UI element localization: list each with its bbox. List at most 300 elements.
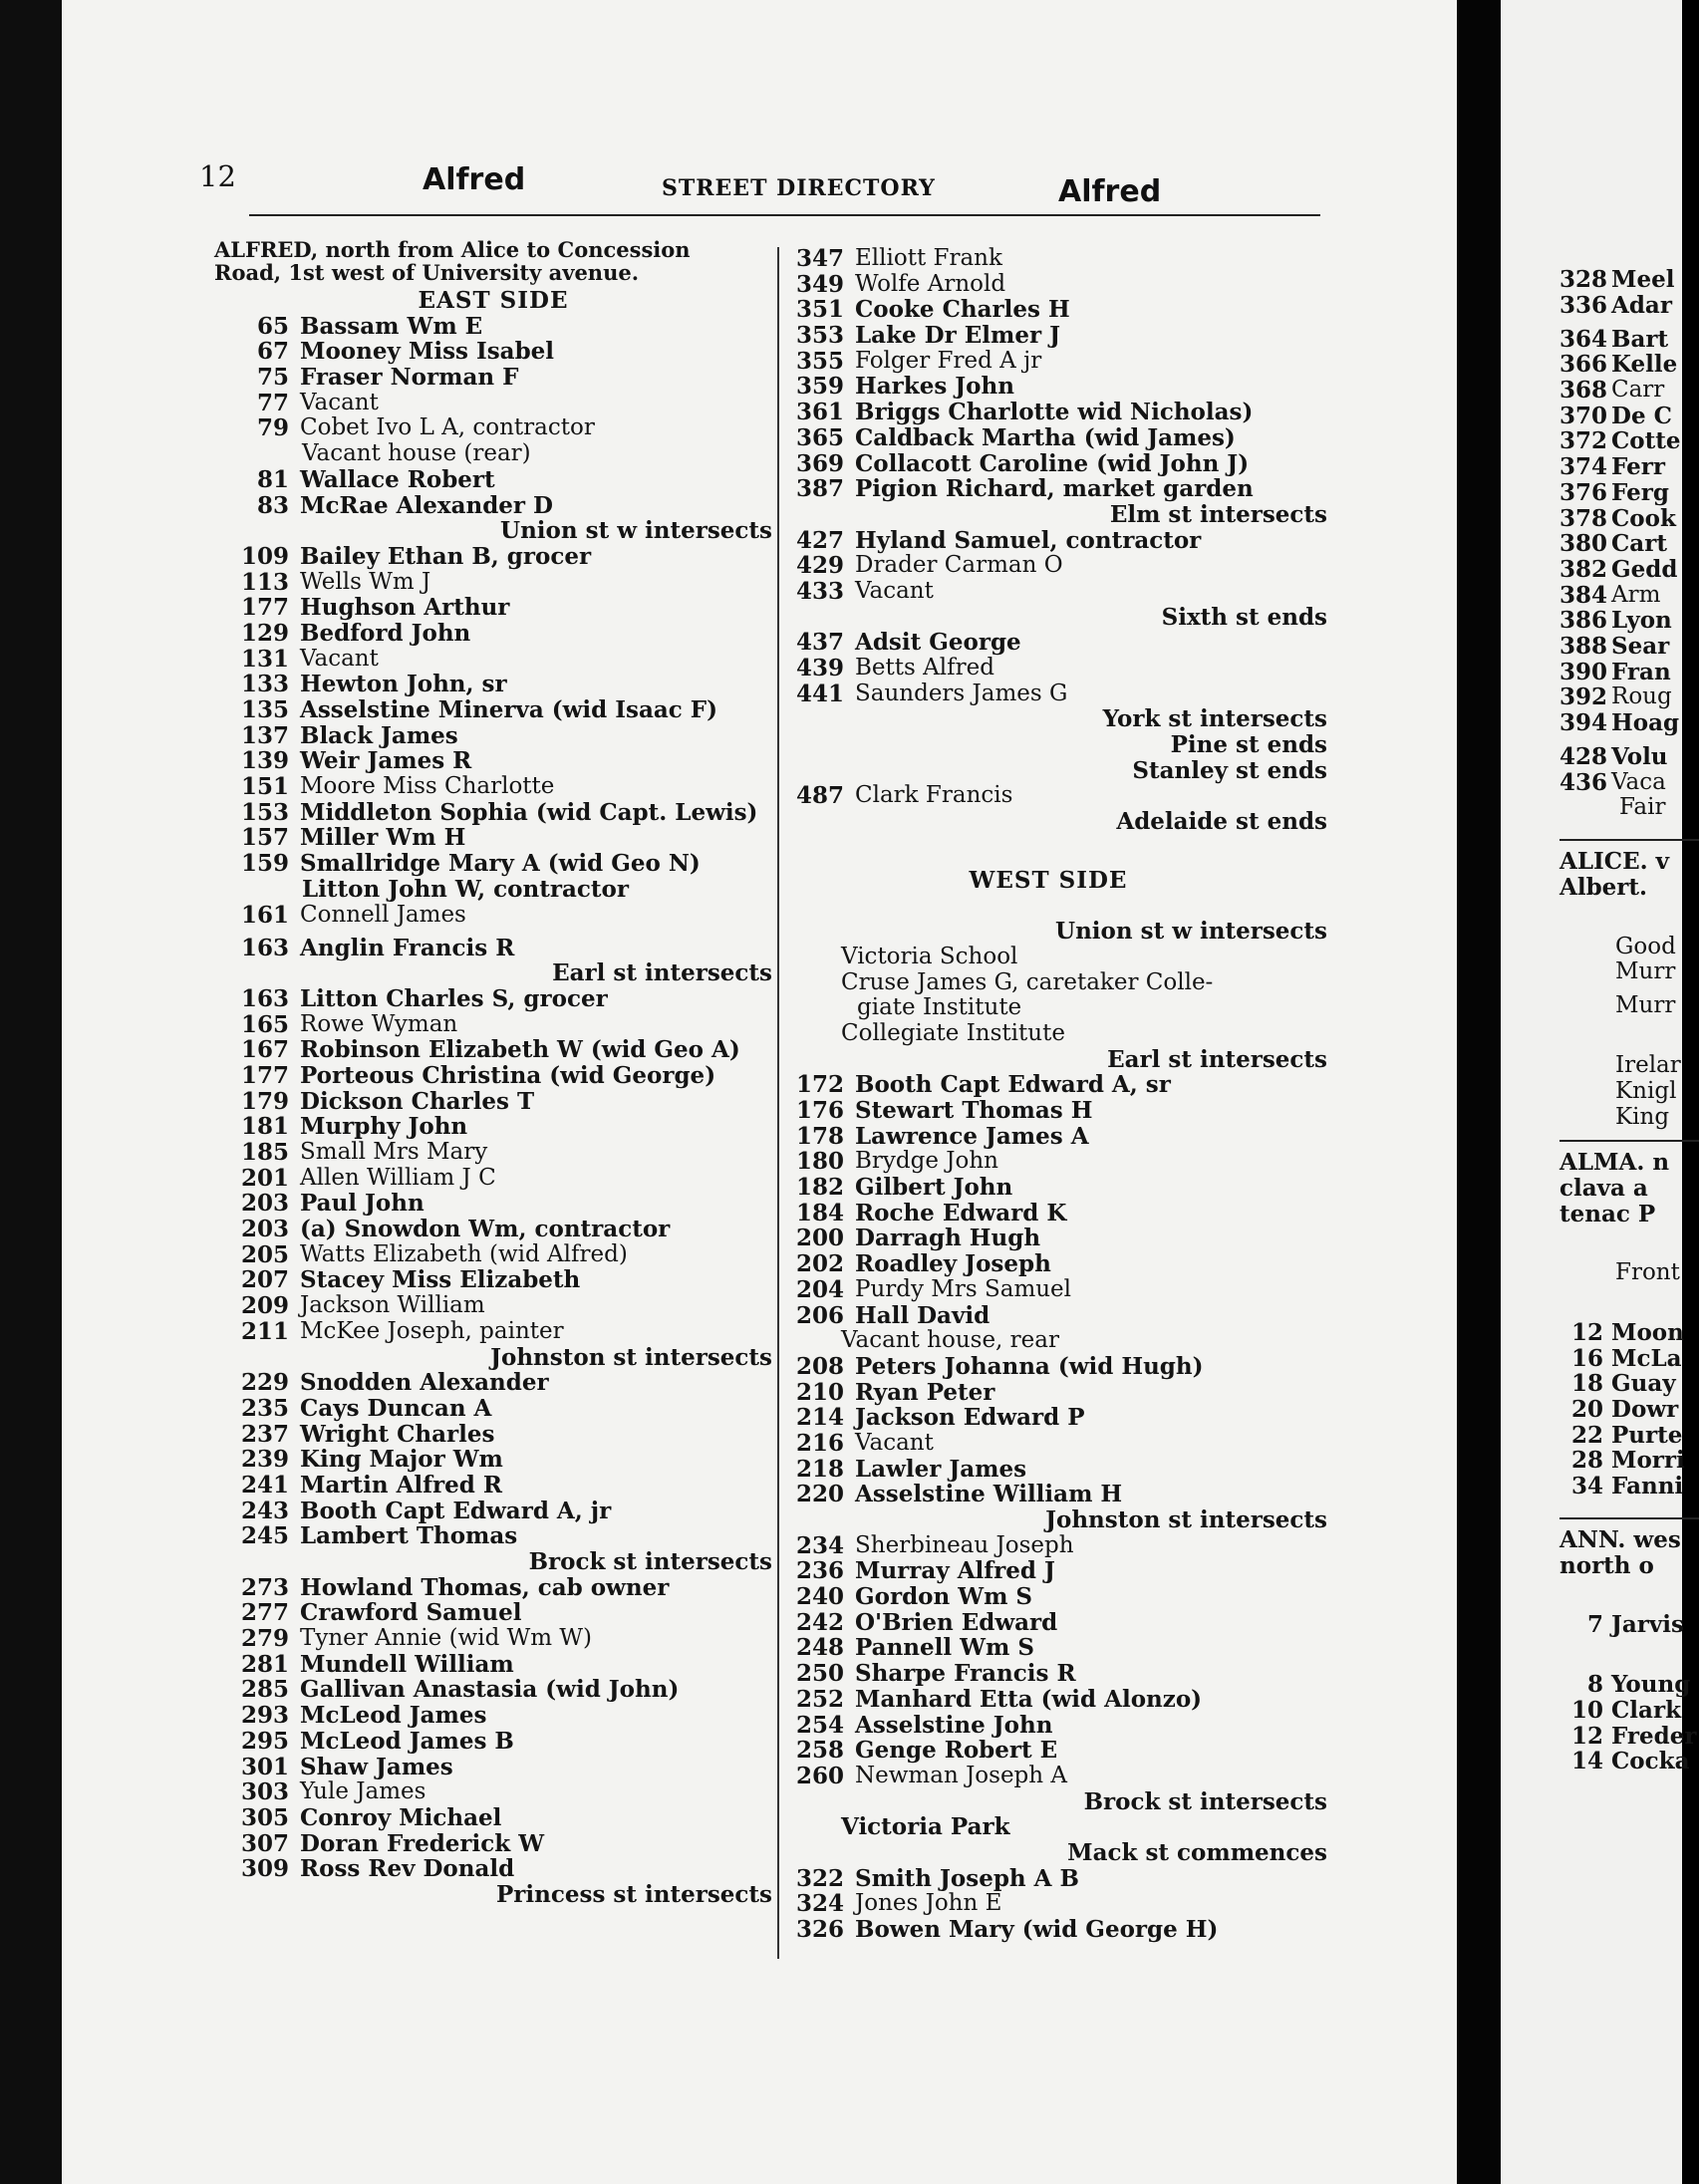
cross-street-note [769,758,1327,784]
resident-name: Saunders James G [855,680,1068,706]
house-number: 237 [240,1420,289,1448]
directory-entry [769,1098,1327,1124]
house-number: 234 [795,1531,844,1559]
house-number: 277 [240,1599,289,1627]
directory-entry [769,1201,1327,1227]
house-number: 281 [240,1650,289,1678]
directory-entry [769,630,1327,656]
directory-entry [214,903,772,936]
resident-name: Jackson William [300,1292,485,1319]
directory-entry [214,1626,772,1652]
directory-entry [1559,1397,1699,1423]
directory-entry [769,323,1327,349]
resident-name: Cocka [1611,1748,1690,1775]
directory-entry [769,1866,1327,1892]
directory-entry [1559,608,1699,634]
directory-entry [769,1764,1327,1789]
resident-name: Clark [1611,1696,1681,1724]
house-number: 65 [256,312,289,340]
directory-entry [769,1687,1327,1713]
directory-entry [769,1584,1327,1610]
resident-name: Vaca [1611,768,1666,795]
house-number: 260 [795,1762,844,1789]
directory-entry [214,1293,772,1319]
resident-name: Ferr [1611,453,1665,481]
house-number: 392 [1559,683,1608,711]
directory-entry [214,1677,772,1703]
directory-entry [769,995,1327,1021]
directory-entry [214,1370,772,1396]
directory-entry [769,579,1327,605]
house-number: 236 [795,1557,844,1585]
cross-street-note [769,809,1327,842]
house-number: 204 [795,1275,844,1303]
resident-name: Knigl [1615,1077,1677,1104]
directory-entry [1559,506,1699,532]
resident-name: McLeod James B [300,1727,514,1755]
house-number: 433 [795,577,844,605]
house-number: 161 [240,901,289,929]
resident-name: Bassam Wm E [300,312,483,340]
resident-name: Elliott Frank [855,245,1002,271]
resident-name: Tyner Annie (wid Wm W) [300,1625,593,1652]
resident-name: Roche Edward K [855,1199,1067,1227]
directory-entry [769,553,1327,579]
resident-name: Snodden Alexander [300,1369,549,1397]
directory-entry [1559,684,1699,710]
resident-name: EAST SIDE [418,287,569,314]
directory-entry [1559,583,1699,609]
house-number: 16 [1570,1344,1603,1372]
directory-entry [214,1703,772,1729]
house-number: 439 [795,655,844,682]
house-number: 67 [256,338,289,366]
house-number: 295 [240,1727,289,1755]
resident-name: Gedd [1611,555,1678,583]
resident-name: Pine st ends [1170,731,1327,759]
resident-name: Manhard Etta (wid Alonzo) [855,1685,1203,1713]
directory-entry [1559,1423,1699,1449]
resident-name: Meel [1611,266,1675,293]
resident-name: Allen William J C [300,1164,496,1191]
house-number: 427 [795,526,844,554]
directory-entry [769,1558,1327,1584]
house-number: 376 [1559,478,1608,506]
house-number: 133 [240,671,289,698]
section-rule [1559,1130,1699,1150]
directory-entry [214,672,772,697]
resident-name: Ross Rev Donald [300,1855,515,1883]
directory-entry [214,1037,772,1063]
resident-name: Conroy Michael [300,1803,502,1831]
resident-name: Gordon Wm S [855,1583,1033,1611]
resident-name: Guay [1611,1370,1676,1398]
resident-name: Adsit George [855,629,1021,657]
directory-entry [769,1533,1327,1559]
spacer [1559,1587,1699,1613]
cross-street-note [769,1840,1327,1866]
street-heading [1559,1150,1699,1176]
directory-entry [769,272,1327,298]
directory-entry [769,1175,1327,1201]
directory-entry [214,493,772,519]
house-number: 372 [1559,427,1608,455]
resident-name: Bedford John [300,619,471,647]
resident-name: Carr [1611,377,1665,404]
resident-name: Darragh Hugh [855,1225,1041,1252]
street-heading [1559,1527,1699,1553]
resident-name: Arm [1611,581,1661,608]
directory-entry [769,783,1327,809]
directory-entry [214,339,772,365]
resident-name: Booth Capt Edward A, jr [300,1497,612,1524]
resident-name: clava a [1559,1174,1648,1202]
resident-name: Murr [1615,958,1676,985]
directory-entry [769,1661,1327,1687]
house-number: 328 [1559,266,1608,293]
resident-name: McKee Joseph, painter [300,1317,564,1344]
resident-name: Volu [1611,743,1668,770]
resident-name: Jones John E [855,1890,1002,1917]
resident-name: Porteous Christina (wid George) [300,1061,716,1089]
directory-entry [214,936,772,961]
left-column [214,238,772,1908]
house-number: 182 [795,1174,844,1202]
resident-name: Watts Elizabeth (wid Alfred) [300,1240,628,1267]
house-number: 370 [1559,402,1608,429]
directory-entry [1559,1474,1699,1507]
resident-name: Lawler James [855,1455,1027,1483]
resident-name: Vacant house (rear) [302,440,531,467]
house-number: 79 [256,414,289,442]
resident-name: Cotte [1611,427,1681,455]
directory-entry [214,1652,772,1678]
house-number: 349 [795,270,844,298]
house-number: 390 [1559,658,1608,685]
house-number: 239 [240,1446,289,1474]
house-number: 248 [795,1634,844,1662]
house-number: 8 [1586,1671,1603,1699]
resident-name: Stanley st ends [1132,756,1327,784]
street-heading [1559,849,1699,875]
house-number: 83 [256,491,289,519]
cross-street-note [769,732,1327,758]
resident-name: Gallivan Anastasia (wid John) [300,1676,680,1704]
directory-entry [214,1600,772,1626]
house-number: 368 [1559,377,1608,405]
resident-name: Mundell William [300,1650,514,1678]
house-number: 322 [795,1864,844,1892]
resident-name: Martin Alfred R [300,1471,503,1499]
cross-street-note [1559,795,1699,829]
spacer [1559,1646,1699,1672]
house-number: 208 [795,1352,844,1380]
directory-entry [769,528,1327,554]
resident-name: York st intersects [1102,705,1327,733]
house-number: 165 [240,1010,289,1038]
directory-entry [214,723,772,749]
resident-name: Stacey Miss Elizabeth [300,1266,581,1294]
resident-name: Pannell Wm S [855,1634,1034,1662]
house-number: 205 [240,1240,289,1268]
resident-name: Peters Johanna (wid Hugh) [855,1352,1204,1380]
middle-column-entries [769,246,1327,1943]
resident-name: Smith Joseph A B [855,1864,1079,1892]
resident-name: Mack st commences [1067,1838,1327,1866]
resident-name: Union st w intersects [500,517,772,545]
resident-name: Fair [1619,794,1666,821]
cross-street-note [214,1882,772,1908]
house-number: 382 [1559,555,1608,583]
resident-name: Wells Wm J [300,568,431,595]
directory-entry [214,1755,772,1780]
directory-entry [769,1303,1327,1329]
house-number: 34 [1570,1473,1603,1501]
resident-name: Gilbert John [855,1174,1013,1202]
directory-entry [769,1124,1327,1150]
resident-name: Drader Carman O [855,552,1063,579]
resident-name: Hall David [855,1301,991,1329]
house-number: 386 [1559,607,1608,635]
house-number: 181 [240,1113,289,1141]
house-number: 81 [256,465,289,493]
resident-name: McLa [1611,1344,1682,1372]
directory-entry [769,1457,1327,1483]
directory-entry [1559,531,1699,557]
resident-name: Yule James [300,1778,426,1805]
directory-entry [769,374,1327,400]
directory-entry [214,314,772,340]
directory-entry [1559,327,1699,353]
spacer [1559,909,1699,935]
directory-entry [214,1447,772,1473]
house-number: 77 [256,389,289,416]
directory-entry [769,1713,1327,1739]
spacer [769,894,1327,920]
directory-entry [214,1831,772,1857]
resident-name: Elm st intersects [1109,500,1327,528]
directory-entry [769,1431,1327,1457]
resident-name: Jackson Edward P [855,1404,1085,1432]
house-number: 179 [240,1087,289,1115]
directory-entry [769,1226,1327,1251]
house-number: 129 [240,619,289,647]
facing-page-column [1559,267,1699,1774]
section-rule [1559,1507,1699,1527]
resident-name: Purdy Mrs Samuel [855,1275,1072,1302]
house-number: 254 [795,1711,844,1739]
resident-name: Ferg [1611,478,1669,506]
directory-entry [769,1738,1327,1764]
directory-entry [769,656,1327,682]
house-number: 216 [795,1429,844,1457]
resident-name: Robinson Elizabeth W (wid Geo A) [300,1036,740,1064]
directory-entry [1559,935,1699,960]
directory-entry [769,970,1327,996]
house-number: 7 [1586,1611,1603,1639]
directory-entry [214,1473,772,1499]
resident-name: Morri [1611,1447,1685,1475]
directory-entry [214,1191,772,1217]
middle-column [769,246,1327,1943]
directory-entry [1559,557,1699,583]
house-number: 374 [1559,453,1608,481]
house-number: 429 [795,552,844,580]
directory-entry [1559,1105,1699,1131]
cross-street-note [769,919,1327,945]
directory-entry [1559,959,1699,993]
directory-entry [1559,1320,1699,1346]
directory-entry [214,877,772,903]
cross-street-note [769,1047,1327,1073]
cross-street-note [769,1507,1327,1533]
house-number: 250 [795,1660,844,1688]
resident-name: Collacott Caroline (wid John J) [855,449,1250,477]
resident-name: Small Mrs Mary [300,1139,488,1165]
street-heading [1559,1176,1699,1202]
street-heading [1559,1202,1699,1235]
house-number: 172 [795,1071,844,1099]
resident-name: Doran Frederick W [300,1829,545,1857]
resident-name: Booth Capt Edward A, sr [855,1071,1171,1099]
house-number: 353 [795,322,844,350]
directory-entry [1559,1371,1699,1397]
directory-entry [1559,993,1699,1027]
resident-name: Bailey Ethan B, grocer [300,542,592,570]
resident-name: Pigion Richard, market garden [855,475,1254,503]
resident-name: King [1615,1103,1670,1130]
directory-entry [1559,1612,1699,1646]
directory-entry [1559,428,1699,454]
house-number: 153 [240,798,289,826]
resident-name: Moon [1611,1318,1684,1346]
resident-name: Sharpe Francis R [855,1660,1076,1688]
house-number: 177 [240,594,289,622]
directory-entry [769,1610,1327,1636]
resident-name: Clark Francis [855,782,1013,809]
directory-entry [214,851,772,877]
resident-name: Smallridge Mary A (wid Geo N) [300,850,701,878]
resident-name: ALMA. n [1559,1149,1670,1177]
resident-name: Newman Joseph A [855,1762,1068,1788]
resident-name: Wright Charles [300,1420,495,1448]
directory-entry [1559,352,1699,378]
directory-entry [214,774,772,800]
resident-name: Hyland Samuel, contractor [855,526,1202,554]
resident-name: Crawford Samuel [300,1599,522,1627]
resident-name: Hughson Arthur [300,594,510,622]
house-number: 369 [795,449,844,477]
house-number: 163 [240,934,289,961]
directory-entry [769,451,1327,477]
house-number: 365 [795,423,844,451]
resident-name: Harkes John [855,373,1014,401]
house-number: 178 [795,1122,844,1150]
house-number: 210 [795,1378,844,1406]
directory-entry [214,1217,772,1242]
house-number: 220 [795,1481,844,1508]
house-number: 20 [1570,1396,1603,1423]
resident-name: Genge Robert E [855,1737,1058,1765]
house-number: 184 [795,1199,844,1227]
house-number: 176 [795,1097,844,1124]
spacer [769,842,1327,868]
house-number: 366 [1559,351,1608,379]
directory-entry [1559,660,1699,685]
house-number: 139 [240,747,289,775]
house-number: 364 [1559,325,1608,353]
directory-entry [1559,634,1699,660]
house-number: 279 [240,1625,289,1653]
directory-entry [214,1267,772,1293]
house-number: 207 [240,1266,289,1294]
resident-name: Bowen Mary (wid George H) [855,1916,1219,1943]
directory-entry [769,1814,1327,1840]
house-number: 235 [240,1394,289,1422]
house-number: 359 [795,373,844,401]
directory-entry [1559,744,1699,770]
resident-name: Vacant house, rear [841,1327,1059,1354]
house-number: 151 [240,773,289,801]
directory-entry [214,800,772,826]
cross-street-note [214,518,772,544]
resident-name: Brydge John [855,1148,998,1175]
directory-entry [1559,1698,1699,1724]
house-number: 201 [240,1164,289,1192]
house-number: 229 [240,1369,289,1397]
resident-name: Adelaide st ends [1116,808,1327,836]
resident-name: Roadley Joseph [855,1250,1051,1278]
house-number: 258 [795,1737,844,1765]
house-number: 242 [795,1608,844,1636]
house-number: 285 [240,1676,289,1704]
directory-entry [214,365,772,391]
resident-name: Litton Charles S, grocer [300,984,608,1012]
directory-entry [769,682,1327,707]
house-number: 324 [795,1890,844,1918]
directory-entry [769,945,1327,970]
resident-name: Briggs Charlotte wid Nicholas) [855,399,1254,426]
resident-name: McRae Alexander D [300,491,553,519]
directory-entry [1559,1346,1699,1372]
resident-name: O'Brien Edward [855,1608,1058,1636]
house-number: 437 [795,629,844,657]
resident-name: De C [1611,402,1672,429]
house-number: 307 [240,1829,289,1857]
resident-name: Asselstine Minerva (wid Isaac F) [300,696,717,723]
house-number: 163 [240,984,289,1012]
running-head-center: STREET DIRECTORY [662,175,936,201]
resident-name: Weir James R [300,747,472,775]
directory-entry [769,1354,1327,1380]
cross-street-note [769,502,1327,528]
resident-name: Johnston st intersects [1045,1506,1327,1533]
directory-entry [769,425,1327,451]
directory-entry [214,1012,772,1038]
resident-name: Johnston st intersects [490,1343,772,1371]
house-number: 380 [1559,530,1608,558]
house-number: 384 [1559,581,1608,609]
resident-name: Wallace Robert [300,465,495,493]
house-number: 135 [240,696,289,723]
directory-entry [1559,1724,1699,1750]
resident-name: Albert. [1559,874,1648,902]
resident-name: Earl st intersects [552,959,772,987]
resident-name: Sixth st ends [1161,603,1327,631]
resident-name: King Major Wm [300,1446,503,1474]
directory-entry [214,544,772,570]
directory-entry [769,1917,1327,1943]
